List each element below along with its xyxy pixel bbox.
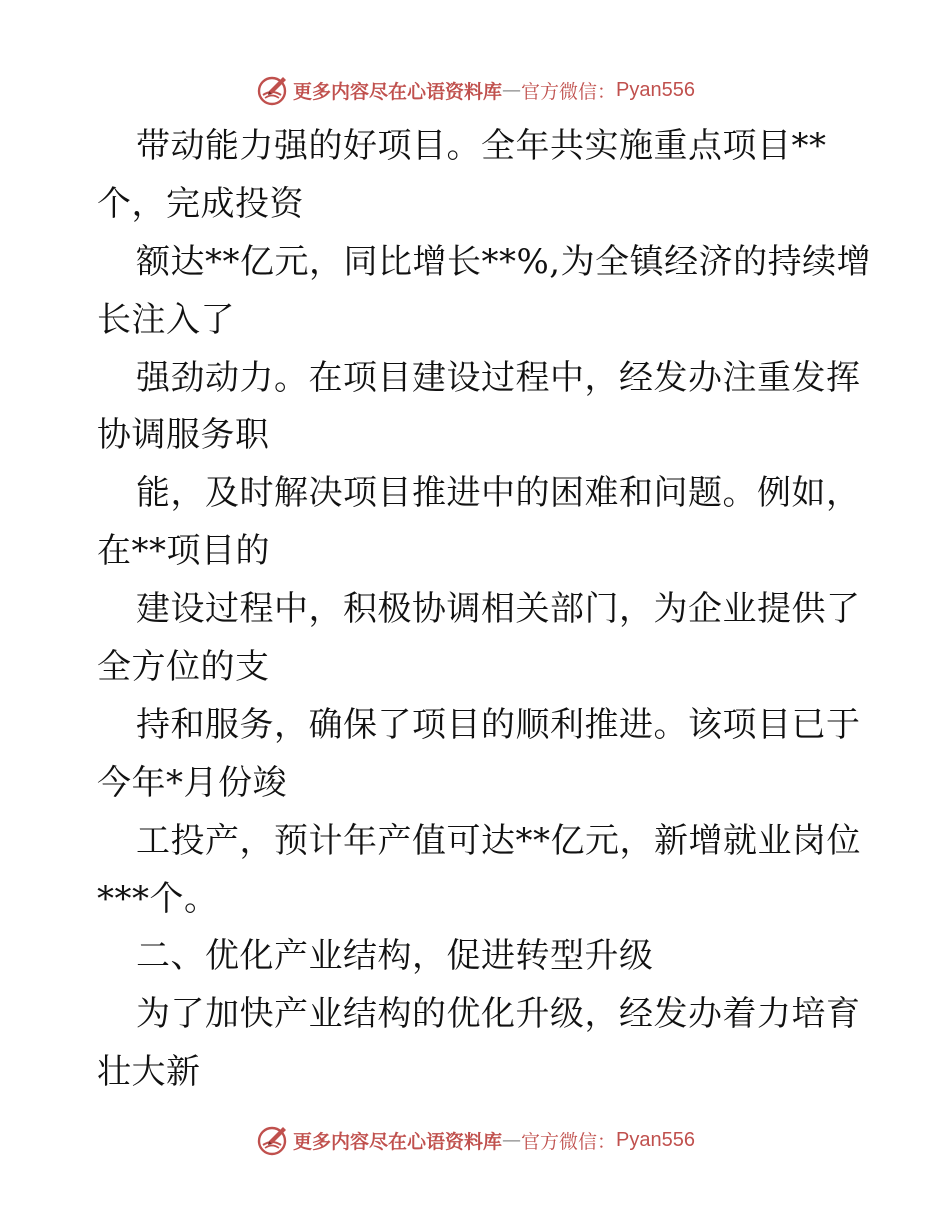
- body-line: 能，及时解决项目推进中的困难和问题。例如，: [136, 473, 861, 514]
- footer-watermark: [0, 1120, 950, 1160]
- body-line: 为了加快产业结构的优化升级，经发办着力培育: [136, 994, 861, 1035]
- watermark-dash: —: [502, 79, 522, 101]
- book-pen-logo-icon: [255, 73, 289, 107]
- watermark-official-label: 官方微信：: [521, 80, 617, 103]
- body-line: 个，完成投资: [97, 183, 304, 224]
- watermark-wechat-id: Pyan556: [616, 1128, 695, 1151]
- watermark-official-label: 官方微信：: [521, 1130, 617, 1153]
- watermark-wechat-id: Pyan556: [616, 78, 695, 101]
- watermark-text: 更多内容尽在心语资料库: [293, 80, 503, 103]
- body-line: 持和服务，确保了项目的顺利推进。该项目已于: [136, 704, 861, 745]
- section-heading: 二、优化产业结构，促进转型升级: [136, 936, 654, 977]
- body-line: 全方位的支: [97, 647, 270, 688]
- body-line: 建设过程中，积极协调相关部门，为企业提供了: [136, 589, 861, 630]
- watermark-text: 更多内容尽在心语资料库: [293, 1130, 503, 1153]
- body-line: 带动能力强的好项目。全年共实施重点项目**: [136, 126, 827, 166]
- body-line: 工投产，预计年产值可达**亿元，新增就业岗位: [136, 820, 861, 861]
- body-line: 额达**亿元，同比增长**%,为全镇经济的持续增: [136, 241, 872, 282]
- body-line: 长注入了: [97, 299, 235, 340]
- book-pen-logo-icon: [255, 1123, 289, 1157]
- body-line: 在**项目的: [97, 531, 270, 572]
- body-line: 协调服务职: [97, 415, 270, 456]
- body-line: 今年*月份竣: [97, 762, 287, 803]
- document-body: [97, 118, 872, 1102]
- header-watermark: [0, 70, 950, 110]
- body-line: 强劲动力。在项目建设过程中，经发办注重发挥: [136, 357, 861, 398]
- body-line: ***个。: [97, 878, 219, 919]
- watermark-dash: —: [502, 1129, 522, 1151]
- body-line: 壮大新: [97, 1052, 201, 1093]
